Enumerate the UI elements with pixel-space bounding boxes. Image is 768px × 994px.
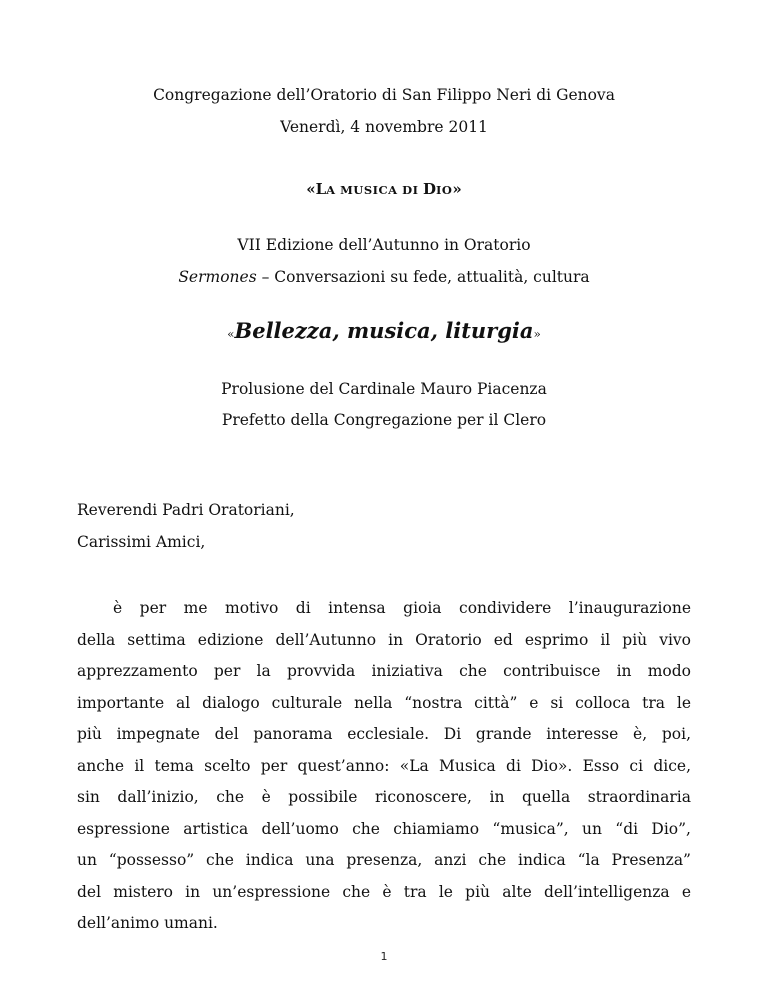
series-line — [0, 268, 768, 286]
series-description: – Conversazioni su fede, attualità, cultura — [256, 268, 590, 286]
lecture-open-quote: « — [227, 327, 235, 341]
paragraph-line: un “possesso” che indica una presenza, anzi che indica “la Presenza” — [77, 851, 691, 869]
salutation-line-1: Reverendi Padri Oratoriani, — [77, 501, 295, 519]
title-cap-d: D — [422, 180, 436, 198]
title-cap-l: L — [315, 180, 327, 198]
paragraph-line: della settima edizione dell’Autunno in Oratorio ed esprimo il più vivo — [77, 630, 691, 649]
paragraph-line: dell’animo umani. — [77, 914, 218, 932]
body-paragraph — [77, 593, 691, 940]
paragraph-line: importante al dialogo culturale nella “nostra città” e si colloca tra le — [77, 693, 691, 712]
title-close-quote: » — [452, 180, 462, 198]
date-line: Venerdì, 4 novembre 2011 — [280, 118, 488, 136]
lecture-title-text: Bellezza, musica, liturgia — [234, 318, 534, 343]
salutation-line-2: Carissimi Amici, — [77, 533, 206, 551]
paragraph-line: anche il tema scelto per quest’anno: «La Musica di Dio». Esso ci dice, — [77, 756, 691, 775]
paragraph-line: è per me motivo di intensa gioia condividere l’inaugurazione — [113, 599, 691, 617]
title-open-quote: « — [306, 180, 316, 198]
edition-line: VII Edizione dell’Autunno in Oratorio — [237, 236, 531, 254]
page-number: 1 — [380, 950, 388, 963]
title-smallcaps-2: IO — [435, 183, 453, 197]
paragraph-line: più impegnate del panorama ecclesiale. Di grande interesse è, poi, — [77, 725, 691, 743]
event-title — [0, 180, 768, 198]
series-name: Sermones — [178, 268, 257, 286]
lecture-close-quote: » — [533, 327, 541, 341]
paragraph-line: apprezzamento per la provvida iniziativa che contribuisce in modo — [77, 662, 691, 680]
title-smallcaps-1: A MUSICA DI — [326, 183, 423, 197]
paragraph-line: espressione artistica dell’uomo che chiamiamo “musica”, un “di Dio”, — [77, 819, 691, 838]
institution-line: Congregazione dell’Oratorio di San Filippo Neri di Genova — [153, 86, 615, 104]
speaker-line: Prolusione del Cardinale Mauro Piacenza — [221, 380, 547, 398]
paragraph-line: sin dall’inizio, che è possibile riconoscere, in quella straordinaria — [77, 788, 691, 806]
speaker-role-line: Prefetto della Congregazione per il Clero — [221, 411, 547, 429]
lecture-title — [0, 318, 768, 343]
paragraph-line: del mistero in un’espressione che è tra le più alte dell’intelligenza e — [77, 882, 691, 901]
